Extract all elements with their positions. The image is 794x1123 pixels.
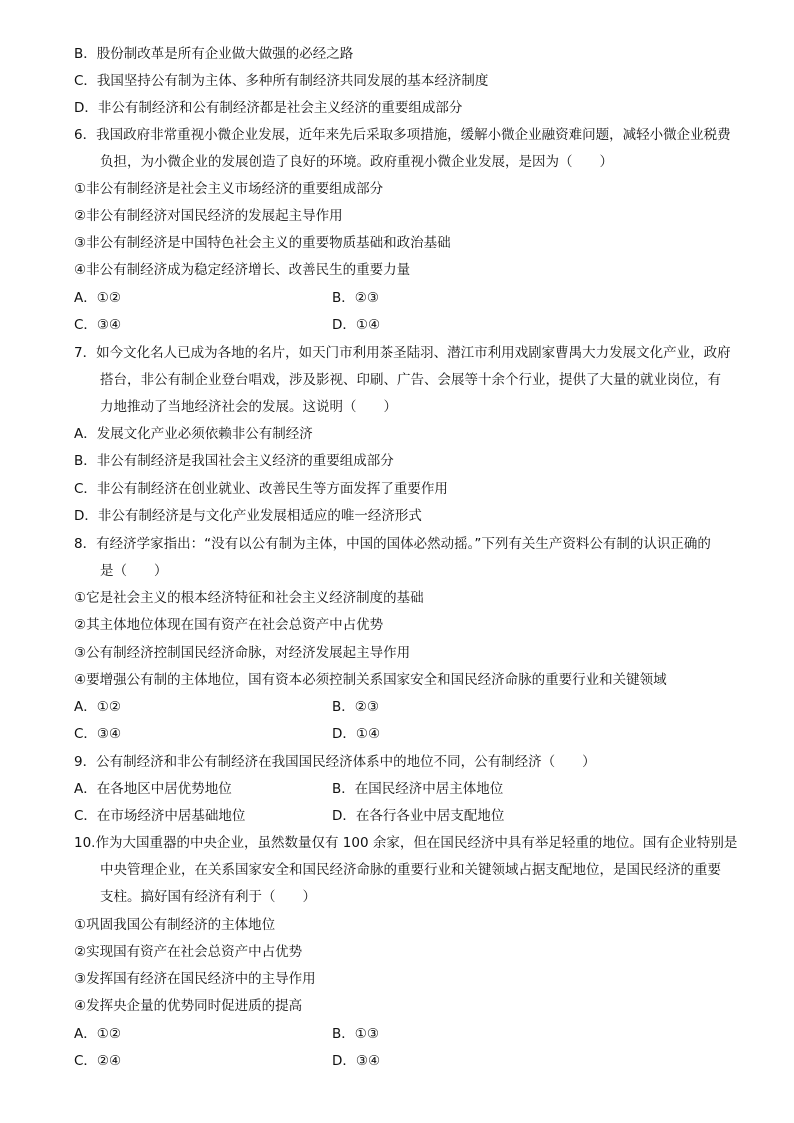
q9-option-a[interactable]: A．在各地区中居优势地位	[74, 781, 232, 797]
prev-option-d: D．非公有制经济和公有制经济都是社会主义经济的重要组成部分	[74, 100, 463, 116]
prev-option-c: C．我国坚持公有制为主体、多种所有制经济共同发展的基本经济制度	[74, 73, 489, 89]
q6-options-row1	[74, 285, 754, 312]
q7-stem-line3: 力地推动了当地经济社会的发展。这说明（ ）	[100, 399, 397, 415]
q8-stem-line1: 8．有经济学家指出：“没有以公有制为主体，中国的国体必然动摇。”下列有关生产资料公有制的认识正确的	[74, 536, 711, 552]
q7-option-b[interactable]: B．非公有制经济是我国社会主义经济的重要组成部分	[74, 453, 394, 469]
q7-option-a[interactable]: A．发展文化产业必须依赖非公有制经济	[74, 426, 313, 442]
q8-option-c[interactable]: C．③④	[74, 726, 122, 742]
q8-item-2: ②其主体地位体现在国有资产在社会总资产中占优势	[74, 617, 384, 633]
q6-item-3: ③非公有制经济是中国特色社会主义的重要物质基础和政治基础	[74, 235, 451, 251]
q7-option-c[interactable]: C．非公有制经济在创业就业、改善民生等方面发挥了重要作用	[74, 481, 448, 497]
q6-option-c[interactable]: C．③④	[74, 317, 122, 333]
q7-option-d[interactable]: D．非公有制经济是与文化产业发展相适应的唯一经济形式	[74, 508, 422, 524]
q6-item-4: ④非公有制经济成为稳定经济增长、改善民生的重要力量	[74, 262, 411, 278]
q8-option-b[interactable]: B．②③	[332, 699, 379, 715]
q8-options-row2	[74, 721, 754, 748]
q9-option-c[interactable]: C．在市场经济中居基础地位	[74, 808, 246, 824]
q10-stem-line3: 支柱。搞好国有经济有利于（ ）	[100, 889, 316, 905]
q10-stem-line1: 10.作为大国重器的中央企业，虽然数量仅有 100 余家，但在国民经济中具有举足轻重的地位。国有企业特别是	[74, 835, 738, 851]
q10-item-1: ①巩固我国公有制经济的主体地位	[74, 917, 276, 933]
q10-options-row2	[74, 1048, 754, 1075]
q6-item-2: ②非公有制经济对国民经济的发展起主导作用	[74, 208, 343, 224]
q7-stem-line2: 搭台，非公有制企业登台唱戏，涉及影视、印刷、广告、会展等十余个行业，提供了大量的就业岗位，有	[100, 372, 721, 388]
q6-item-1: ①非公有制经济是社会主义市场经济的重要组成部分	[74, 181, 384, 197]
q9-options-row1	[74, 776, 754, 803]
q6-option-a[interactable]: A．①②	[74, 290, 121, 306]
q9-option-b[interactable]: B．在国民经济中居主体地位	[332, 781, 504, 797]
q9-options-row2	[74, 803, 754, 830]
q10-option-d[interactable]: D．③④	[332, 1053, 381, 1069]
q8-item-1: ①它是社会主义的根本经济特征和社会主义经济制度的基础	[74, 590, 424, 606]
q10-item-3: ③发挥国有经济在国民经济中的主导作用	[74, 971, 316, 987]
q6-option-d[interactable]: D．①④	[332, 317, 381, 333]
q10-stem-line2: 中央管理企业，在关系国家安全和国民经济命脉的重要行业和关键领域占据支配地位，是国民经济的重要	[100, 862, 721, 878]
q7-stem-line1: 7．如今文化名人已成为各地的名片，如天门市利用茶圣陆羽、潜江市利用戏剧家曹禺大力发展文化产业，政府	[74, 345, 731, 361]
q8-stem-line2: 是（ ）	[100, 563, 168, 579]
q9-option-d[interactable]: D．在各行各业中居支配地位	[332, 808, 505, 824]
q6-stem-line2: 负担，为小微企业的发展创造了良好的环境。政府重视小微企业发展，是因为（ ）	[100, 154, 613, 170]
q6-stem-line1: 6．我国政府非常重视小微企业发展，近年来先后采取多项措施，缓解小微企业融资难问题，减轻小微企业税费	[74, 127, 731, 143]
q10-option-c[interactable]: C．②④	[74, 1053, 122, 1069]
q9-stem-line1: 9．公有制经济和非公有制经济在我国国民经济体系中的地位不同，公有制经济（ ）	[74, 754, 596, 770]
q8-item-4: ④要增强公有制的主体地位，国有资本必须控制关系国家安全和国民经济命脉的重要行业和关键领域	[74, 672, 667, 688]
q8-option-a[interactable]: A．①②	[74, 699, 121, 715]
q10-options-row1	[74, 1021, 754, 1048]
q10-item-4: ④发挥央企量的优势同时促进质的提高	[74, 998, 303, 1014]
q10-item-2: ②实现国有资产在社会总资产中占优势	[74, 944, 303, 960]
q6-option-b[interactable]: B．②③	[332, 290, 379, 306]
q10-option-a[interactable]: A．①②	[74, 1026, 121, 1042]
q10-option-b[interactable]: B．①③	[332, 1026, 379, 1042]
prev-option-b: B．股份制改革是所有企业做大做强的必经之路	[74, 46, 354, 62]
q6-options-row2	[74, 312, 754, 339]
q8-option-d[interactable]: D．①④	[332, 726, 381, 742]
q8-item-3: ③公有制经济控制国民经济命脉，对经济发展起主导作用	[74, 645, 411, 661]
q8-options-row1	[74, 694, 754, 721]
